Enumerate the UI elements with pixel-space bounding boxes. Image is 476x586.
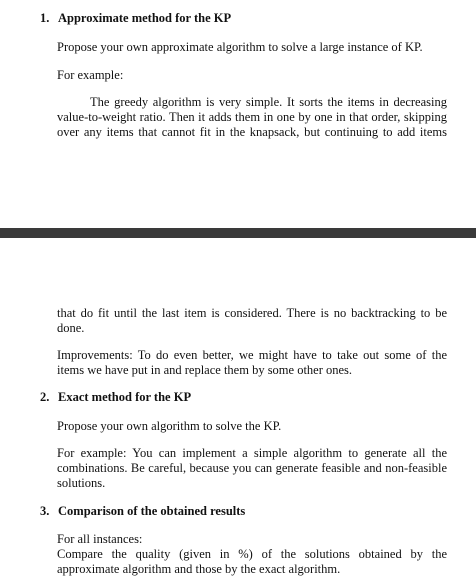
section-number: 1. bbox=[40, 11, 50, 25]
section-1-example-part2: that do fit until the last item is considered. There is no backtracking to be done. bbox=[57, 306, 447, 335]
section-title: Comparison of the obtained results bbox=[58, 504, 246, 518]
section-1-example-label: For example: bbox=[57, 68, 124, 82]
section-1-heading bbox=[40, 11, 231, 26]
section-3-heading bbox=[40, 504, 245, 519]
section-3-line1: For all instances: bbox=[57, 532, 143, 546]
section-number: 2. bbox=[40, 390, 50, 404]
page-separator bbox=[0, 228, 476, 238]
section-2-task: Propose your own algorithm to solve the KP. bbox=[57, 419, 282, 433]
section-1-example-part1: The greedy algorithm is very simple. It sorts the items in decreasing value-to-weight ratio. Then it adds them in one by one in that order, skipping over any items that cannot fit in the knapsack, but continuing to add items bbox=[57, 95, 447, 139]
section-title: Approximate method for the KP bbox=[58, 11, 232, 25]
section-3-line2: Compare the quality (given in %) of the solutions obtained by the approximate algorithm and those by the exact algorithm. bbox=[57, 547, 447, 576]
section-2-example: For example: You can implement a simple algorithm to generate all the combinations. Be careful, because you can generate feasible and non-feasible solutions. bbox=[57, 446, 447, 490]
page-top bbox=[0, 0, 476, 228]
section-1-improvements: Improvements: To do even better, we might have to take out some of the items we have put in and replace them by some other ones. bbox=[57, 348, 447, 377]
section-title: Exact method for the KP bbox=[58, 390, 192, 404]
section-2-heading bbox=[40, 390, 191, 405]
section-1-task: Propose your own approximate algorithm to solve a large instance of KP. bbox=[57, 40, 423, 54]
section-number: 3. bbox=[40, 504, 50, 518]
page-bottom bbox=[0, 238, 476, 586]
